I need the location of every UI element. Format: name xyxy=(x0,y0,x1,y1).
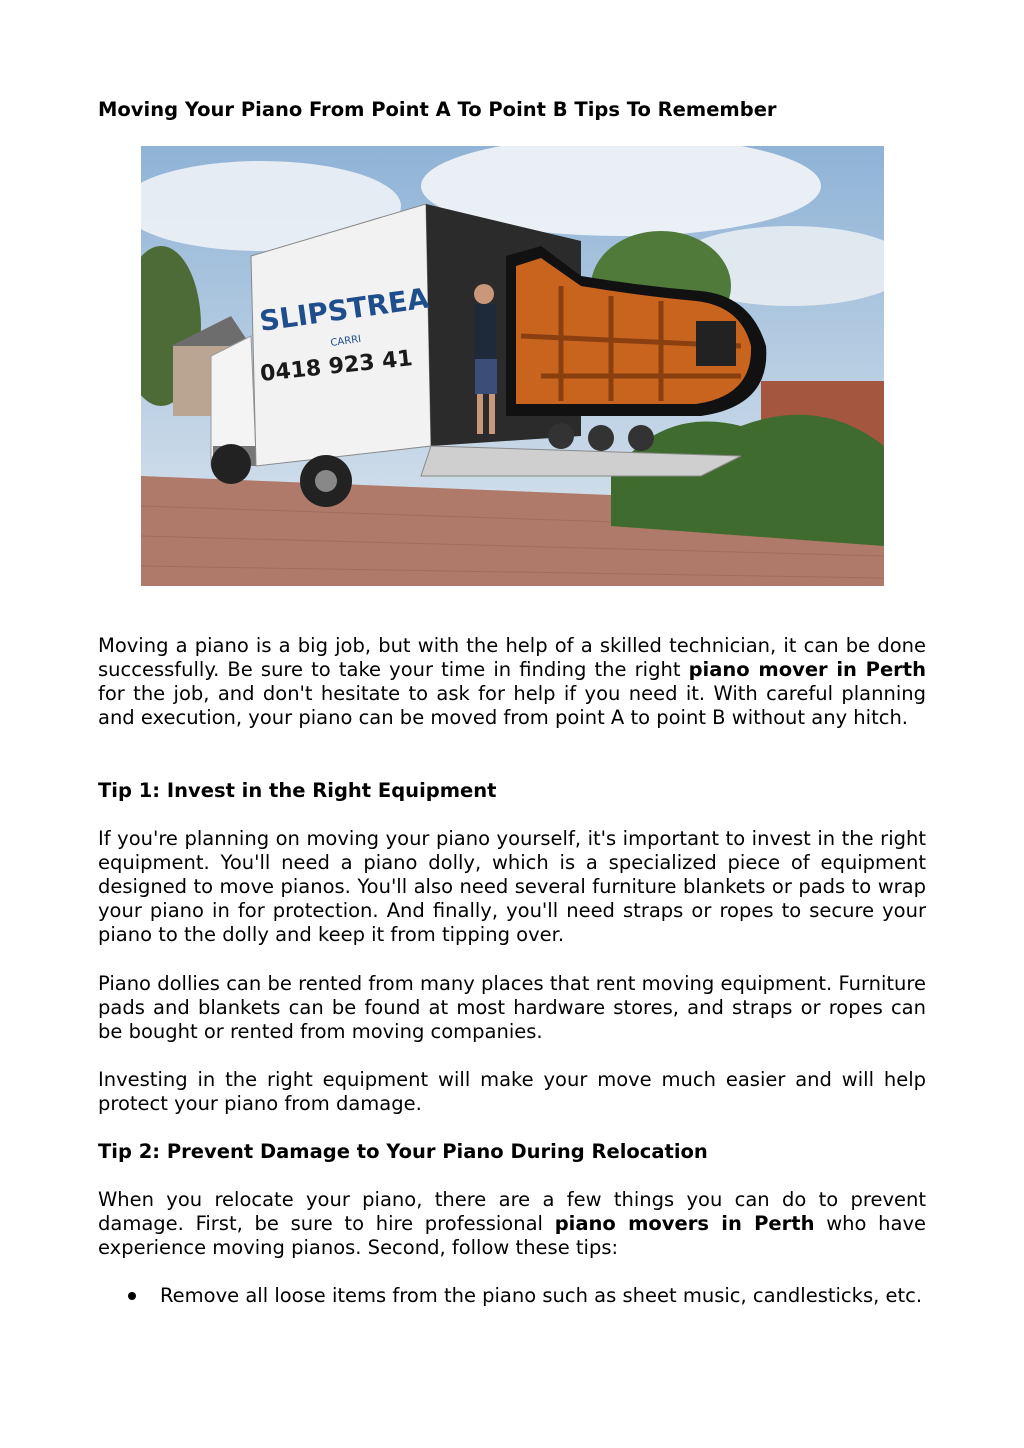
piano-moving-truck-photo xyxy=(141,146,884,586)
tip2-text-1: When you relocate your piano, there are a few things you can do to prevent damage. First, be sure to hire professional xyxy=(98,1188,926,1235)
document-title: Moving Your Piano From Point A To Point B Tips To Remember xyxy=(98,98,777,121)
bullet-icon xyxy=(128,1292,136,1300)
piano-movers-perth-bold: piano movers in Perth xyxy=(554,1212,815,1235)
tip1-paragraph-1: If you're planning on moving your piano yourself, it's important to invest in the right equipment. You'll need a piano dolly, which is a specialized piece of equipment designed to move pianos. You'll also need several furniture blankets or pads to wrap your piano in for protection. And finally, you'll need straps or ropes to secure your piano to the dolly and keep it from tipping over. xyxy=(98,827,926,946)
tip2-paragraph-1 xyxy=(98,1188,926,1260)
list-item xyxy=(98,1284,926,1308)
tip1-paragraph-3: Investing in the right equipment will make your move much easier and will help protect your piano from damage. xyxy=(98,1068,926,1115)
tip2-heading: Tip 2: Prevent Damage to Your Piano During Relocation xyxy=(98,1140,708,1163)
list-item-text: Remove all loose items from the piano such as sheet music, candlesticks, etc. xyxy=(160,1284,923,1307)
intro-paragraph xyxy=(98,634,926,730)
intro-text-2: for the job, and don't hesitate to ask for help if you need it. With careful planning and execution, your piano can be moved from point A to point B without any hitch. xyxy=(98,682,926,729)
truck-brand-text: SLIPSTREA xyxy=(257,281,431,338)
truck-brand-sub: CARRI xyxy=(329,333,362,349)
piano-mover-perth-bold: piano mover in Perth xyxy=(688,658,926,681)
tip2-text-2: who have experience moving pianos. Second, follow these tips: xyxy=(98,1212,927,1259)
tip1-heading: Tip 1: Invest in the Right Equipment xyxy=(98,779,497,802)
truck-phone-text: 0418 923 41 xyxy=(259,346,414,387)
tip1-paragraph-2: Piano dollies can be rented from many places that rent moving equipment. Furniture pads and blankets can be found at most hardware stores, and straps or ropes can be bought or rented from moving companies. xyxy=(98,972,926,1043)
tips-bullet-list xyxy=(98,1284,926,1308)
intro-text-1: Moving a piano is a big job, but with the help of a skilled technician, it can be done successfully. Be sure to take your time in finding the right xyxy=(98,634,926,681)
